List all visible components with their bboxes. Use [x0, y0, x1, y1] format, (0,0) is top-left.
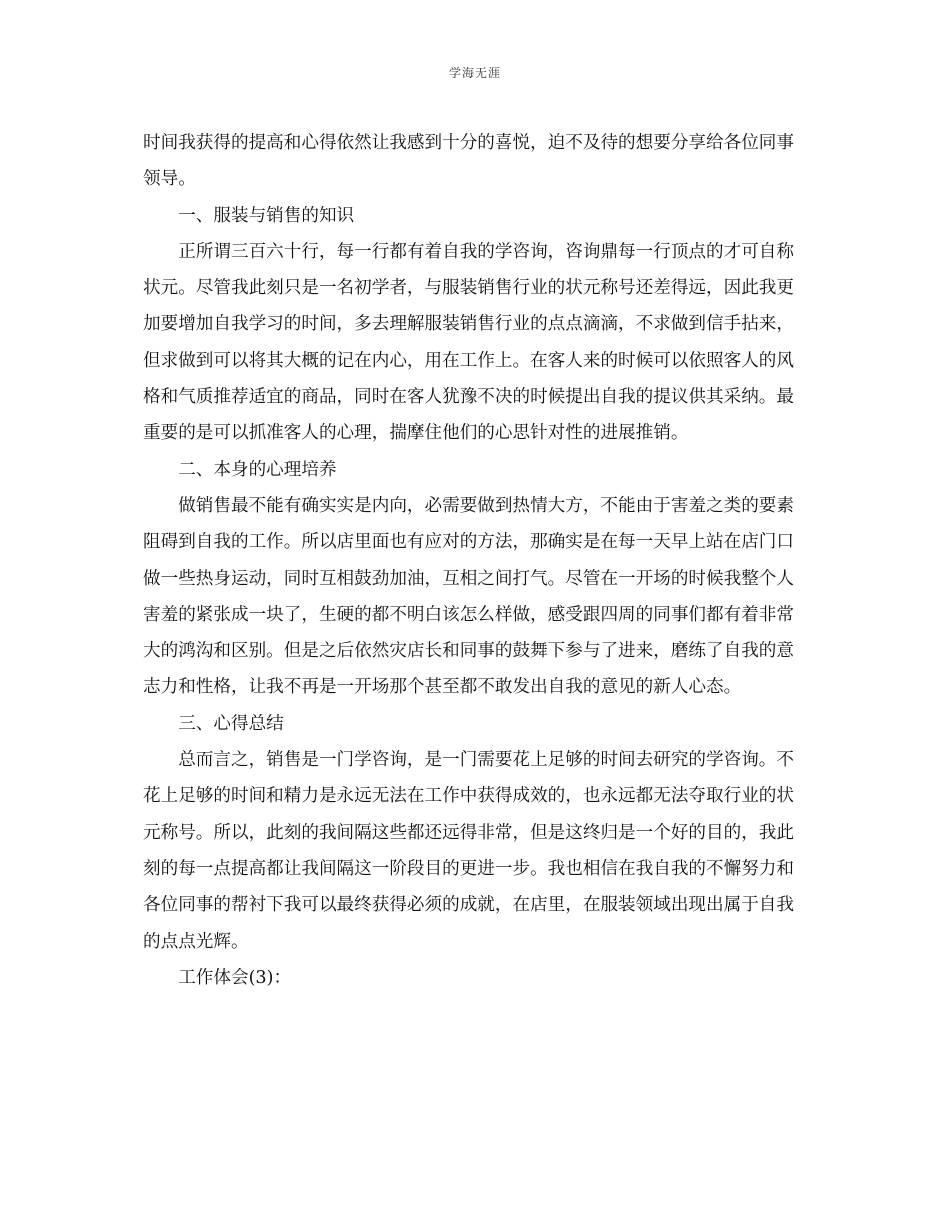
page-header: 学海无涯: [448, 66, 501, 80]
paragraph-mindset: 做销售最不能有确实实是内向，必需要做到热情大方，不能由于害羞之类的要素阻碍到自我的工作。所以店里面也有应对的方法，那确实是在每一天早上站在店门口做一些热身运动，同时互相鼓劲加油，互相之间打气。尽管在一开场的时候我整个人害羞的紧张成一块了，生硬的都不明白该怎么样做，感受跟四周的同事们都有着非常大的鸿沟和区别。但是之后依然灾店长和同事的鼓舞下参与了进来，磨练了自我的意志力和性格，让我不再是一开场那个甚至都不敢发出自我的意见的新人心态。: [143, 495, 794, 698]
section-heading-clothing-sales: 一、服装与销售的知识: [178, 205, 355, 226]
paragraph-clothing-sales: 正所谓三百六十行，每一行都有着自我的学咨询，咨询鼎每一行顶点的才可自称状元。尽管我此刻只是一名初学者，与服装销售行业的状元称号还差得远，因此我更加要增加自我学习的时间，多去理解服装销售行业的点点滴滴，不求做到信手拈来，但求做到可以将其大概的记在内心，用在工作上。在客人来的时候可以依照客人的风格和气质推荐适宜的商品，同时在客人犹豫不决的时候提出自我的提议供其采纳。最重要的是可以抓准客人的心理，揣摩住他们的心思针对性的进展推销。: [143, 241, 794, 444]
paragraph-continuation: 时间我获得的提高和心得依然让我感到十分的喜悦，迫不及待的想要分享给各位同事领导。: [143, 133, 794, 190]
document-body: [143, 125, 803, 996]
paragraph-summary: 总而言之，销售是一门学咨询，是一门需要花上足够的时间去研究的学咨询。不花上足够的时间和精力是永远无法在工作中获得成效的，也永远都无法夺取行业的状元称号。所以，此刻的我间隔这些都还远得非常，但是这终归是一个好的目的，我此刻的每一点提高都让我间隔这一阶段目的更进一步。我也相信在我自我的不懈努力和各位同事的帮衬下我可以最终获得必须的成就，在店里，在服装领域出现出属于自我的点点光辉。: [143, 750, 794, 952]
section-heading-summary: 三、心得总结: [178, 713, 284, 734]
section-heading-work-experience-3: 工作体会(3)：: [178, 967, 292, 988]
section-heading-mindset: 二、本身的心理培养: [178, 459, 337, 480]
